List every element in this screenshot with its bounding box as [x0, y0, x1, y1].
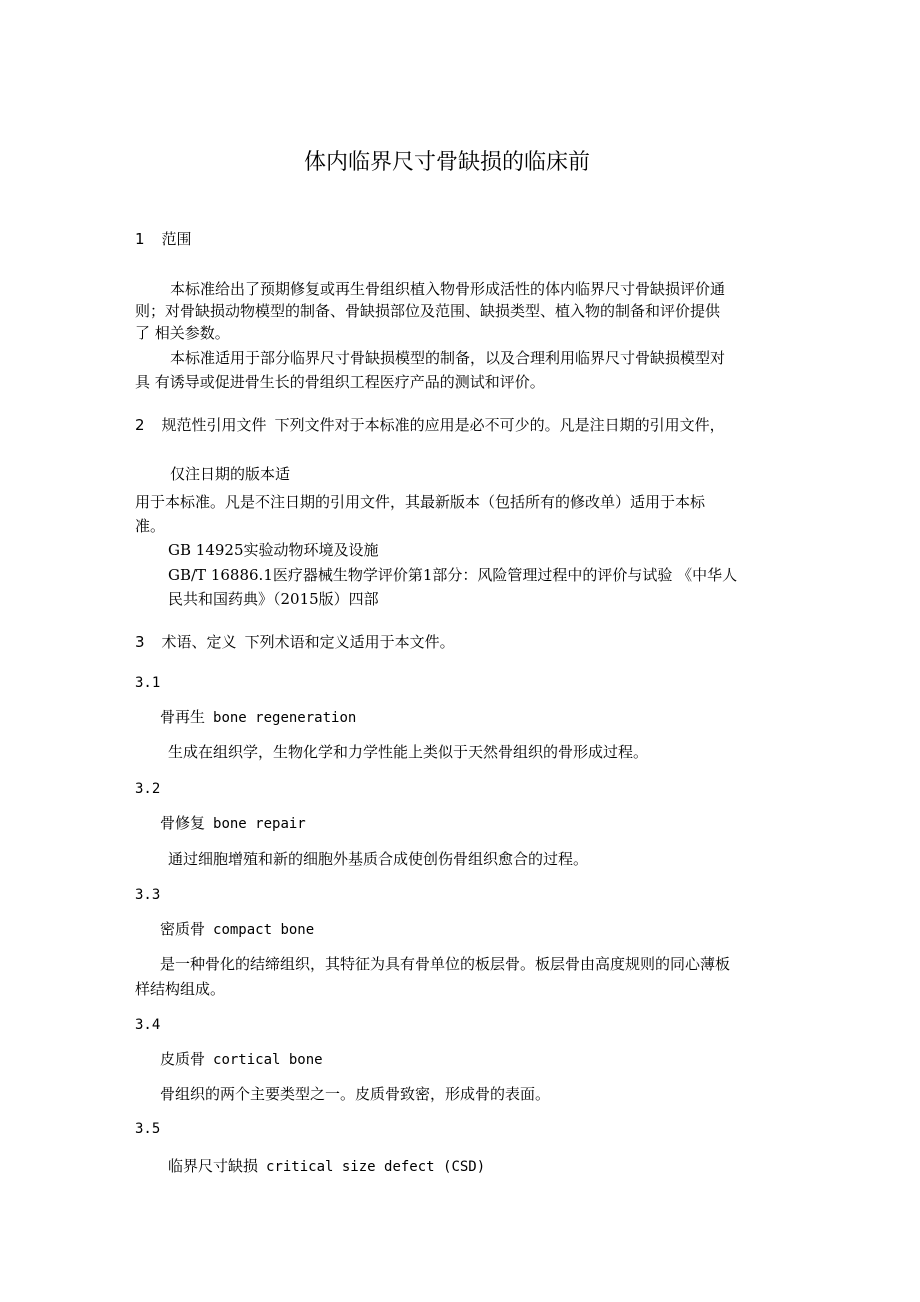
term-3-2-definition: 通过细胞增殖和新的细胞外基质合成使创伤骨组织愈合的过程。 [168, 850, 589, 868]
term-3-2-number: 3.2 [135, 781, 161, 797]
reference-gb-14925: GB 14925实验动物环境及设施 [168, 541, 379, 559]
term-3-3-chinese: 密质骨 [160, 920, 206, 938]
reference-gbt-16886-line-1: GB/T 16886.1医疗器械生物学评价第1部分：风险管理过程中的评价与试验 《中华人 [168, 566, 738, 584]
term-3-4-number: 3.4 [135, 1017, 161, 1033]
term-3-2-chinese: 骨修复 [160, 814, 206, 832]
term-3-1-english: bone regeneration [213, 710, 357, 726]
term-3-3-definition-line-1: 是一种骨化的结缔组织，其特征为具有骨单位的板层骨。板层骨由高度规则的同心薄板 [160, 955, 731, 973]
s2-line-2: 仅注日期的版本适 [170, 465, 291, 483]
term-3-1-heading [160, 707, 356, 728]
section-2-number: 2 [135, 416, 145, 434]
section-1-number: 1 [135, 230, 145, 248]
term-3-5-chinese: 临界尺寸缺损 [168, 1157, 259, 1175]
term-3-2-heading [160, 813, 306, 834]
reference-gbt-16886-line-2: 民共和国药典》（2015版）四部 [168, 590, 379, 608]
section-2-intro: 下列文件对于本标准的应用是必不可少的。凡是注日期的引用文件， [274, 416, 725, 434]
s2-line-3: 用于本标准。凡是不注日期的引用文件，其最新版本（包括所有的修改单）适用于本标 [135, 493, 706, 511]
term-3-4-definition: 骨组织的两个主要类型之一。皮质骨致密，形成骨的表面。 [160, 1085, 551, 1103]
s1-paragraph-1-line-1: 本标准给出了预期修复或再生骨组织植入物骨形成活性的体内临界尺寸骨缺损评价通 [170, 280, 726, 298]
term-3-4-chinese: 皮质骨 [160, 1050, 206, 1068]
term-3-1-chinese: 骨再生 [160, 708, 206, 726]
s1-paragraph-2-line-2: 具 有诱导或促进骨生长的骨组织工程医疗产品的测试和评价。 [135, 373, 545, 391]
section-3-intro: 下列术语和定义适用于本文件。 [244, 633, 455, 651]
section-3-heading [135, 632, 455, 653]
term-3-1-number: 3.1 [135, 675, 161, 691]
term-3-5-heading [168, 1156, 485, 1177]
s1-paragraph-1-line-2: 则；对骨缺损动物模型的制备、骨缺损部位及范围、缺损类型、植入物的制备和评价提供 [135, 302, 721, 320]
section-1-title: 范围 [161, 230, 192, 248]
section-2-title: 规范性引用文件 [161, 416, 267, 434]
section-2-heading [135, 415, 725, 436]
term-3-5-english: critical size defect (CSD) [266, 1159, 486, 1175]
term-3-5-number: 3.5 [135, 1121, 161, 1137]
s1-paragraph-1-line-3: 了 相关参数。 [135, 324, 230, 342]
term-3-4-heading [160, 1049, 323, 1070]
section-3-number: 3 [135, 633, 145, 651]
term-3-4-english: cortical bone [213, 1052, 323, 1068]
s1-paragraph-2-line-1: 本标准适用于部分临界尺寸骨缺损模型的制备，以及合理利用临界尺寸骨缺损模型对 [170, 349, 726, 367]
doc-title: 体内临界尺寸骨缺损的临床前 [304, 150, 591, 175]
term-3-1-definition: 生成在组织学，生物化学和力学性能上类似于天然骨组织的骨形成过程。 [168, 743, 649, 761]
section-1-heading [135, 229, 192, 249]
term-3-3-definition-line-2: 样结构组成。 [135, 980, 226, 998]
term-3-3-heading [160, 919, 314, 940]
term-3-3-number: 3.3 [135, 887, 161, 903]
term-3-2-english: bone repair [213, 816, 306, 832]
s2-line-4: 准。 [135, 517, 166, 535]
section-3-title: 术语、定义 [161, 633, 237, 651]
term-3-3-english: compact bone [213, 922, 315, 938]
